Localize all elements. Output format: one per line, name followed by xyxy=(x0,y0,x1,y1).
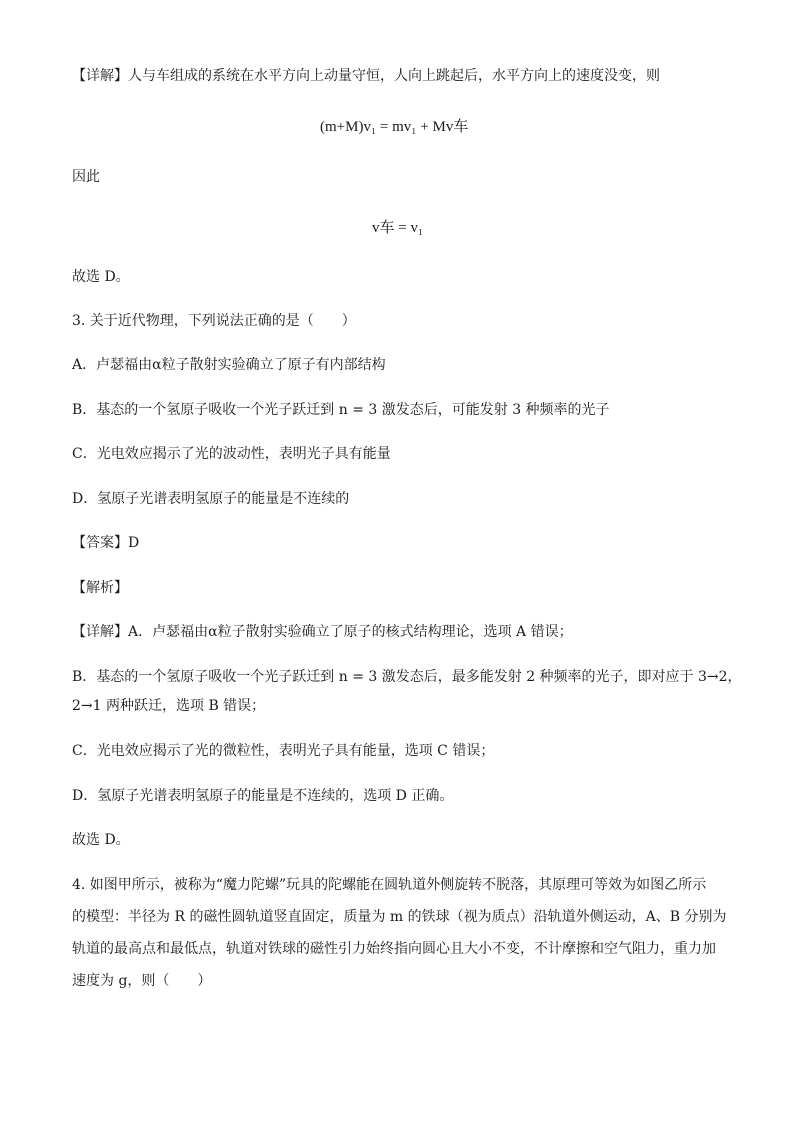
option-d: D．氢原子光谱表明氢原子的能量是不连续的 xyxy=(72,491,350,507)
detail-c: C．光电效应揭示了光的微粒性，表明光子具有能量，选项 C 错误； xyxy=(72,743,495,759)
explanation-paragraph: 【详解】人与车组成的系统在水平方向上动量守恒，人向上跳起后，水平方向上的速度没变，则 xyxy=(72,68,660,84)
detail-a: 【详解】A．卢瑟福由α粒子散射实验确立了原子的核式结构理论，选项 A 错误； xyxy=(72,624,573,640)
conclusion-text: 故选 D。 xyxy=(72,832,130,848)
option-c: C．光电效应揭示了光的波动性，表明光子具有能量 xyxy=(72,446,391,462)
option-b: B．基态的一个氢原子吸收一个光子跃迁到 n = 3 激发态后，可能发射 3 种频率的光子 xyxy=(72,402,610,418)
detail-b-line-1: B．基态的一个氢原子吸收一个光子跃迁到 n = 3 激发态后，最多能发射 2 种频率的光子，即对应于 3→2， xyxy=(72,669,742,685)
question-4-line-1: 4. 如图甲所示，被称为“魔力陀螺”玩具的陀螺能在圆轨道外侧旋转不脱落，其原理可等效为如图乙所示 xyxy=(72,877,707,893)
detail-b-line-2: 2→1 两种跃迁，选项 B 错误； xyxy=(72,698,266,714)
analysis-label: 【解析】 xyxy=(72,580,128,596)
question-4-line-3: 轨道的最高点和最低点，轨道对铁球的磁性引力始终指向圆心且大小不变，不计摩擦和空气阻力，重力加 xyxy=(72,941,716,957)
question-3-stem: 3. 关于近代物理，下列说法正确的是（ ） xyxy=(72,313,356,329)
therefore-text: 因此 xyxy=(72,169,100,185)
answer-label: 【答案】D xyxy=(72,535,140,551)
option-a: A．卢瑟福由α粒子散射实验确立了原子有内部结构 xyxy=(72,357,386,373)
question-4-line-2: 的模型：半径为 R 的磁性圆轨道竖直固定，质量为 m 的铁球（视为质点）沿轨道外侧运动，A、B 分别为 xyxy=(72,909,727,925)
question-4-line-4: 速度为 g，则（ ） xyxy=(72,973,212,989)
momentum-equation: (m+M)v₁ = mv₁ + Mv车 xyxy=(320,119,469,135)
answer-choice-text: 故选 D。 xyxy=(72,269,130,285)
velocity-equation: v车 = v₁ xyxy=(372,220,424,236)
detail-d: D．氢原子光谱表明氢原子的能量是不连续的，选项 D 正确。 xyxy=(72,788,454,804)
